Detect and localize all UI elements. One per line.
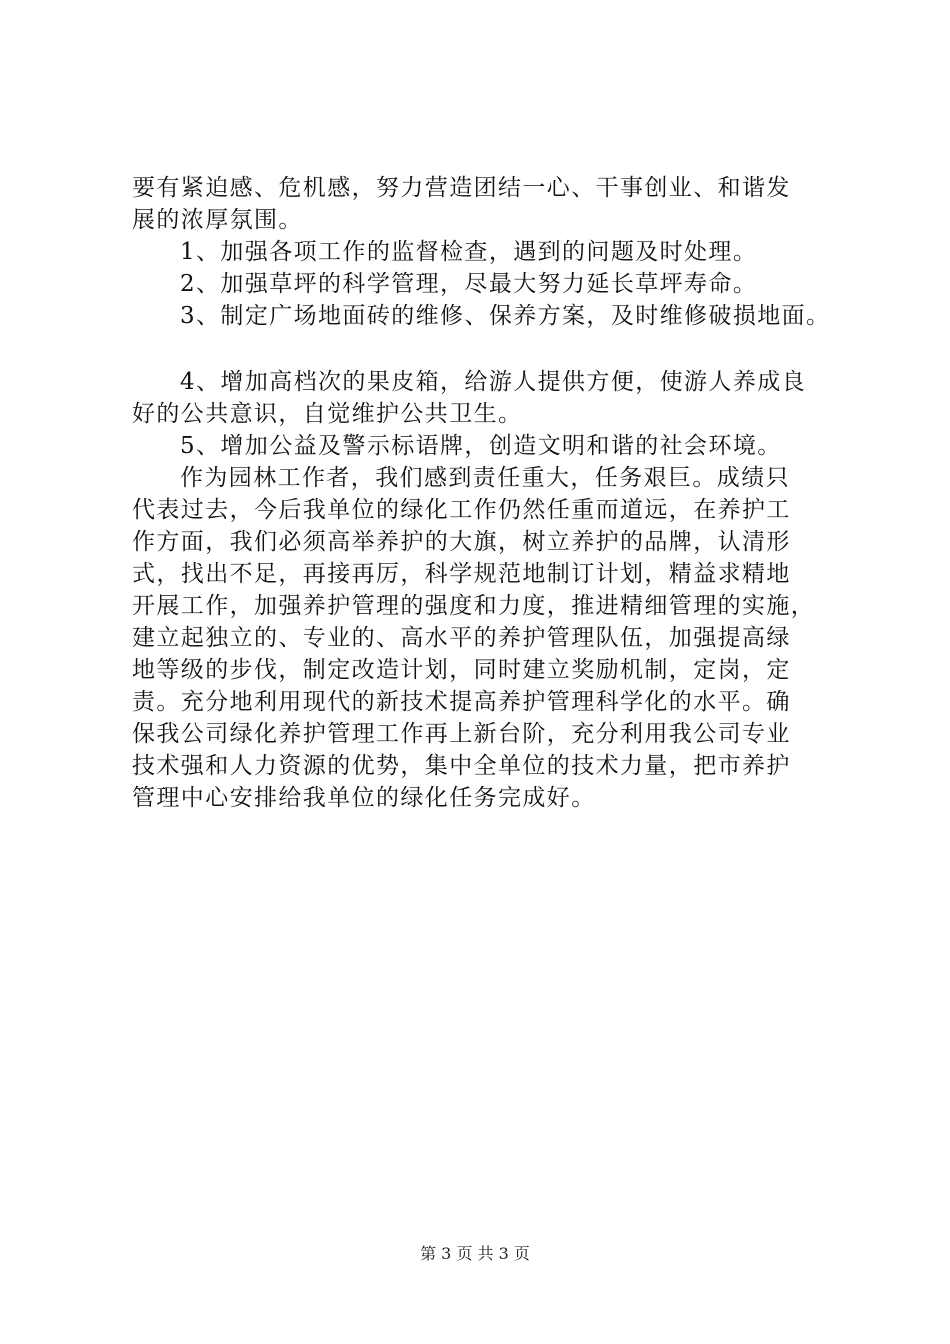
text-line: 展的浓厚氛围。 (132, 207, 303, 233)
list-item-1: 1、加强各项工作的监督检查，遇到的问题及时处理。 (180, 239, 758, 265)
list-item-3: 3、制定广场地面砖的维修、保养方案，及时维修破损地面。 (180, 303, 831, 329)
text-line: 式，找出不足，再接再厉，科学规范地制订计划，精益求精地 (132, 561, 791, 587)
list-item-2: 2、加强草坪的科学管理，尽最大努力延长草坪寿命。 (180, 271, 758, 297)
text-line: 地等级的步伐，制定改造计划，同时建立奖励机制，定岗，定 (132, 657, 791, 683)
text-line: 责。充分地利用现代的新技术提高养护管理科学化的水平。确 (132, 689, 791, 715)
text-line: 建立起独立的、专业的、高水平的养护管理队伍，加强提高绿 (132, 625, 791, 651)
paragraph-gap (132, 332, 848, 366)
text-line: 技术强和人力资源的优势，集中全单位的技术力量，把市养护 (132, 753, 791, 779)
text-line: 作方面，我们必须高举养护的大旗，树立养护的品牌，认清形 (132, 529, 791, 555)
list-item-5: 5、增加公益及警示标语牌，创造文明和谐的社会环境。 (180, 433, 782, 459)
text-line: 开展工作，加强养护管理的强度和力度，推进精细管理的实施， (132, 593, 816, 619)
paragraph-start: 作为园林工作者，我们感到责任重大，任务艰巨。成绩只 (180, 465, 790, 491)
text-line: 保我公司绿化养护管理工作再上新台阶，充分利用我公司专业 (132, 721, 791, 747)
page-number-footer: 第 3 页 共 3 页 (420, 1244, 530, 1263)
text-line: 代表过去，今后我单位的绿化工作仍然任重而道远，在养护工 (132, 497, 791, 523)
text-line: 好的公共意识，自觉维护公共卫生。 (132, 401, 523, 427)
text-line: 要有紧迫感、危机感，努力营造团结一心、干事创业、和谐发 (132, 175, 791, 201)
document-body (132, 172, 848, 814)
list-item-4: 4、增加高档次的果皮箱，给游人提供方便，使游人养成良 (180, 369, 807, 395)
text-line: 管理中心安排给我单位的绿化任务完成好。 (132, 785, 596, 811)
